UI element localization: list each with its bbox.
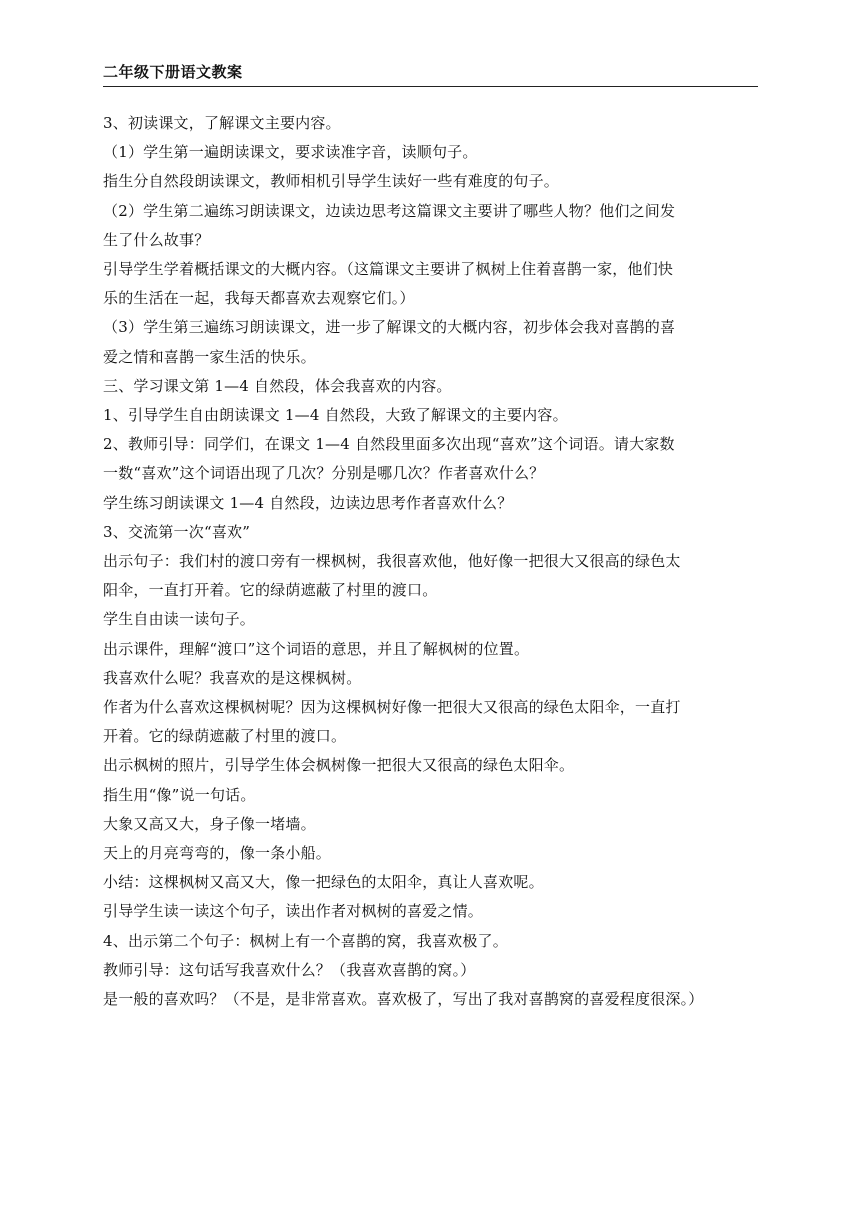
section-heading: 三、学习课文第 1—4 自然段，体会我喜欢的内容。 <box>103 376 452 395</box>
paragraph: 引导学生读一读这个句子，读出作者对枫树的喜爱之情。 <box>103 902 484 921</box>
paragraph: 出示句子：我们村的渡口旁有一棵枫树，我很喜欢他，他好像一把很大又很高的绿色太 <box>103 552 681 571</box>
paragraph: 3、交流第一次“喜欢” <box>103 522 251 541</box>
paragraph: 3、初读课文，了解课文主要内容。 <box>103 114 341 132</box>
paragraph: 大象又高又大，身子像一堵墙。 <box>103 814 316 833</box>
paragraph: 学生练习朗读课文 1—4 自然段，边读边思考作者喜欢什么？ <box>103 493 513 512</box>
paragraph: 学生自由读一读句子。 <box>103 610 256 629</box>
paragraph: 2、教师引导：同学们，在课文 1—4 自然段里面多次出现“喜欢”这个词语。请大家数 <box>103 435 675 454</box>
paragraph: 生了什么故事？ <box>103 230 210 249</box>
paragraph: 引导学生学着概括课文的大概内容。（这篇课文主要讲了枫树上住着喜鹊一家，他们快 <box>103 260 674 279</box>
paragraph: 小结：这棵枫树又高又大，像一把绿色的太阳伞，真让人喜欢呢。 <box>103 873 544 892</box>
paragraph: 出示课件，理解“渡口”这个词语的意思，并且了解枫树的位置。 <box>103 639 530 658</box>
paragraph: （3）学生第三遍练习朗读课文，进一步了解课文的大概内容，初步体会我对喜鹊的喜 <box>103 318 676 337</box>
paragraph: 出示枫树的照片，引导学生体会枫树像一把很大又很高的绿色太阳伞。 <box>103 756 575 775</box>
paragraph: 1、引导学生自由朗读课文 1—4 自然段，大致了解课文的主要内容。 <box>103 406 568 425</box>
paragraph: 我喜欢什么呢？我喜欢的是这棵枫树。 <box>103 668 362 687</box>
paragraph: 指生分自然段朗读课文，教师相机引导学生读好一些有难度的句子。 <box>103 172 560 191</box>
paragraph: 教师引导：这句话写我喜欢什么？（我喜欢喜鹊的窝。） <box>103 960 476 979</box>
paragraph: （1）学生第一遍朗读课文，要求读准字音，读顺句子。 <box>103 143 478 162</box>
paragraph: 天上的月亮弯弯的，像一条小船。 <box>103 844 332 863</box>
paragraph: （2）学生第二遍练习朗读课文，边读边思考这篇课文主要讲了哪些人物？他们之间发 <box>103 201 676 220</box>
page-header <box>103 62 758 87</box>
paragraph: 开着。它的绿荫遮蔽了村里的渡口。 <box>103 727 347 746</box>
paragraph: 乐的生活在一起，我每天都喜欢去观察它们。） <box>103 289 415 308</box>
paragraph: 是一般的喜欢吗？（不是，是非常喜欢。喜欢极了，写出了我对喜鹊窝的喜爱程度很深。） <box>103 990 704 1009</box>
paragraph: 作者为什么喜欢这棵枫树呢？因为这棵枫树好像一把很大又很高的绿色太阳伞，一直打 <box>103 698 681 717</box>
paragraph: 4、出示第二个句子：枫树上有一个喜鹊的窝，我喜欢极了。 <box>103 931 508 950</box>
lesson-plan-body <box>103 109 767 1014</box>
paragraph: 指生用“像”说一句话。 <box>103 785 256 804</box>
paragraph: 爱之情和喜鹊一家生活的快乐。 <box>103 347 316 366</box>
paragraph: 一数“喜欢”这个词语出现了几次？分别是哪几次？作者喜欢什么？ <box>103 464 545 483</box>
paragraph: 阳伞，一直打开着。它的绿荫遮蔽了村里的渡口。 <box>103 581 438 600</box>
header-title: 二年级下册语文教案 <box>103 63 243 81</box>
